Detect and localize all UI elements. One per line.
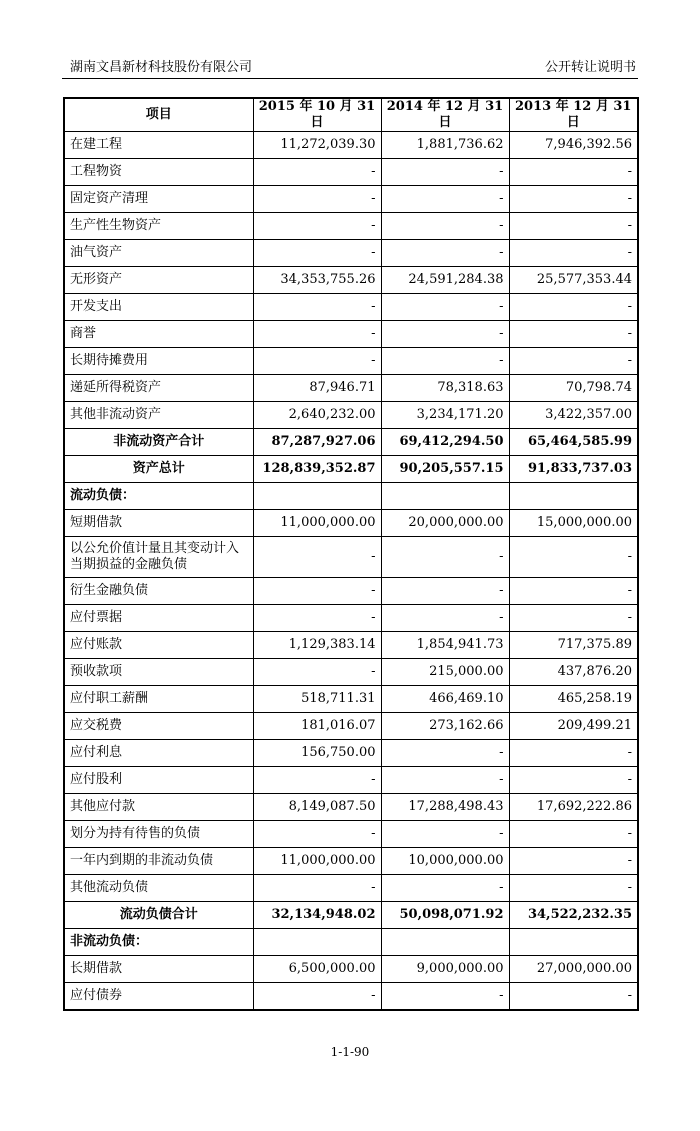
row-value: - xyxy=(381,186,509,213)
row-label: 衍生金融负债 xyxy=(64,578,253,605)
row-value: - xyxy=(253,821,381,848)
row-value: 32,134,948.02 xyxy=(253,902,381,929)
row-label: 预收款项 xyxy=(64,659,253,686)
row-value: 69,412,294.50 xyxy=(381,429,509,456)
row-label: 应付职工薪酬 xyxy=(64,686,253,713)
table-row xyxy=(64,740,638,767)
table-row xyxy=(64,956,638,983)
row-label: 工程物资 xyxy=(64,159,253,186)
table-header-row xyxy=(64,98,638,132)
row-value: - xyxy=(381,605,509,632)
row-value: - xyxy=(509,294,638,321)
table-row xyxy=(64,267,638,294)
table-row xyxy=(64,686,638,713)
row-label: 递延所得税资产 xyxy=(64,375,253,402)
row-value: 17,288,498.43 xyxy=(381,794,509,821)
page-header xyxy=(62,54,638,79)
row-value xyxy=(509,929,638,956)
row-value: - xyxy=(253,659,381,686)
row-value: 466,469.10 xyxy=(381,686,509,713)
row-label: 应付利息 xyxy=(64,740,253,767)
row-value: 209,499.21 xyxy=(509,713,638,740)
row-value: 87,287,927.06 xyxy=(253,429,381,456)
row-value: - xyxy=(253,537,381,578)
row-value: 90,205,557.15 xyxy=(381,456,509,483)
row-label: 无形资产 xyxy=(64,267,253,294)
table-row xyxy=(64,240,638,267)
row-value: - xyxy=(253,605,381,632)
row-value: 65,464,585.99 xyxy=(509,429,638,456)
row-value: - xyxy=(381,821,509,848)
row-value: - xyxy=(509,605,638,632)
row-value: - xyxy=(381,294,509,321)
row-value: - xyxy=(381,578,509,605)
table-row xyxy=(64,375,638,402)
row-value: - xyxy=(509,740,638,767)
row-value xyxy=(381,929,509,956)
row-value: - xyxy=(253,321,381,348)
row-label: 商誉 xyxy=(64,321,253,348)
row-value: - xyxy=(509,875,638,902)
row-label: 划分为持有待售的负债 xyxy=(64,821,253,848)
row-value: 1,881,736.62 xyxy=(381,132,509,159)
row-value: - xyxy=(509,983,638,1011)
header-2013-12-31: 2013 年 12 月 31 日 xyxy=(509,98,638,132)
row-value: 465,258.19 xyxy=(509,686,638,713)
row-label: 以公允价值计量且其变动计入当期损益的金融负债 xyxy=(64,537,253,578)
row-value: - xyxy=(253,294,381,321)
row-label: 油气资产 xyxy=(64,240,253,267)
row-label: 一年内到期的非流动负债 xyxy=(64,848,253,875)
row-value: 9,000,000.00 xyxy=(381,956,509,983)
row-value: - xyxy=(509,348,638,375)
row-label: 短期借款 xyxy=(64,510,253,537)
row-value: 3,422,357.00 xyxy=(509,402,638,429)
table-row xyxy=(64,321,638,348)
row-value: - xyxy=(509,240,638,267)
row-value: 78,318.63 xyxy=(381,375,509,402)
row-label: 应交税费 xyxy=(64,713,253,740)
row-value: - xyxy=(253,767,381,794)
row-label: 其他流动负债 xyxy=(64,875,253,902)
row-value: 11,000,000.00 xyxy=(253,510,381,537)
row-value: 1,854,941.73 xyxy=(381,632,509,659)
row-value: - xyxy=(253,240,381,267)
row-value: 15,000,000.00 xyxy=(509,510,638,537)
table-row xyxy=(64,767,638,794)
table-row xyxy=(64,483,638,510)
row-value: 87,946.71 xyxy=(253,375,381,402)
table-row xyxy=(64,510,638,537)
row-value: 50,098,071.92 xyxy=(381,902,509,929)
row-value: 273,162.66 xyxy=(381,713,509,740)
row-value: - xyxy=(381,348,509,375)
header-item: 项目 xyxy=(64,98,253,132)
row-label: 固定资产清理 xyxy=(64,186,253,213)
row-value: - xyxy=(253,578,381,605)
row-value: - xyxy=(253,348,381,375)
row-label: 其他应付款 xyxy=(64,794,253,821)
row-value: 7,946,392.56 xyxy=(509,132,638,159)
row-value: - xyxy=(381,875,509,902)
row-value: - xyxy=(509,821,638,848)
company-name: 湖南文昌新材科技股份有限公司 xyxy=(70,60,253,75)
table-row xyxy=(64,537,638,578)
row-label: 非流动资产合计 xyxy=(64,429,253,456)
row-value: 3,234,171.20 xyxy=(381,402,509,429)
row-value: 518,711.31 xyxy=(253,686,381,713)
row-value: - xyxy=(253,875,381,902)
row-value: 8,149,087.50 xyxy=(253,794,381,821)
row-label: 其他非流动资产 xyxy=(64,402,253,429)
table-row xyxy=(64,902,638,929)
balance-sheet-table xyxy=(63,97,639,1011)
table-body xyxy=(64,132,638,1011)
row-value: - xyxy=(381,159,509,186)
table-row xyxy=(64,132,638,159)
header-2015-10-31: 2015 年 10 月 31 日 xyxy=(253,98,381,132)
row-value: - xyxy=(509,186,638,213)
row-label: 开发支出 xyxy=(64,294,253,321)
row-value: 27,000,000.00 xyxy=(509,956,638,983)
row-value: 91,833,737.03 xyxy=(509,456,638,483)
row-value: - xyxy=(381,767,509,794)
table-row xyxy=(64,794,638,821)
table-row xyxy=(64,929,638,956)
table-row xyxy=(64,578,638,605)
row-value: 20,000,000.00 xyxy=(381,510,509,537)
table-row xyxy=(64,821,638,848)
row-value: - xyxy=(509,213,638,240)
table-row xyxy=(64,659,638,686)
row-value: - xyxy=(381,983,509,1011)
row-value: 437,876.20 xyxy=(509,659,638,686)
row-value xyxy=(253,929,381,956)
row-value xyxy=(509,483,638,510)
table-row xyxy=(64,348,638,375)
row-value: 24,591,284.38 xyxy=(381,267,509,294)
table-row xyxy=(64,402,638,429)
row-value: 11,000,000.00 xyxy=(253,848,381,875)
row-value: 25,577,353.44 xyxy=(509,267,638,294)
table-row xyxy=(64,875,638,902)
row-value: 34,522,232.35 xyxy=(509,902,638,929)
table-row xyxy=(64,456,638,483)
row-value: 181,016.07 xyxy=(253,713,381,740)
row-value: 156,750.00 xyxy=(253,740,381,767)
row-label: 应付股利 xyxy=(64,767,253,794)
row-value: 2,640,232.00 xyxy=(253,402,381,429)
row-label: 应付债券 xyxy=(64,983,253,1011)
table-row xyxy=(64,605,638,632)
table-row xyxy=(64,983,638,1011)
table-row xyxy=(64,213,638,240)
row-value: 17,692,222.86 xyxy=(509,794,638,821)
row-value: - xyxy=(381,321,509,348)
row-label: 非流动负债： xyxy=(64,929,253,956)
table-row xyxy=(64,159,638,186)
row-value: - xyxy=(381,740,509,767)
page-number: 1-1-90 xyxy=(330,1045,370,1059)
row-value: - xyxy=(381,537,509,578)
row-value xyxy=(253,483,381,510)
row-value: - xyxy=(253,213,381,240)
header-2014-12-31: 2014 年 12 月 31 日 xyxy=(381,98,509,132)
row-value: 1,129,383.14 xyxy=(253,632,381,659)
row-value: - xyxy=(253,186,381,213)
row-value: - xyxy=(509,321,638,348)
row-value: 70,798.74 xyxy=(509,375,638,402)
row-value: - xyxy=(381,213,509,240)
document-title: 公开转让说明书 xyxy=(544,60,636,75)
table-row xyxy=(64,294,638,321)
row-value: - xyxy=(509,578,638,605)
row-value xyxy=(381,483,509,510)
row-value: 6,500,000.00 xyxy=(253,956,381,983)
row-label: 长期待摊费用 xyxy=(64,348,253,375)
row-label: 流动负债： xyxy=(64,483,253,510)
table-row xyxy=(64,632,638,659)
row-value: 128,839,352.87 xyxy=(253,456,381,483)
table-row xyxy=(64,713,638,740)
row-value: - xyxy=(509,848,638,875)
row-value: 215,000.00 xyxy=(381,659,509,686)
row-label: 应付票据 xyxy=(64,605,253,632)
row-value: - xyxy=(509,767,638,794)
table-row xyxy=(64,186,638,213)
row-value: 34,353,755.26 xyxy=(253,267,381,294)
row-value: - xyxy=(253,159,381,186)
row-value: - xyxy=(509,159,638,186)
row-value: - xyxy=(509,537,638,578)
row-value: 11,272,039.30 xyxy=(253,132,381,159)
row-value: 717,375.89 xyxy=(509,632,638,659)
table-row xyxy=(64,429,638,456)
row-label: 在建工程 xyxy=(64,132,253,159)
row-value: - xyxy=(253,983,381,1011)
row-value: 10,000,000.00 xyxy=(381,848,509,875)
table-row xyxy=(64,848,638,875)
row-value: - xyxy=(381,240,509,267)
row-label: 资产总计 xyxy=(64,456,253,483)
row-label: 生产性生物资产 xyxy=(64,213,253,240)
row-label: 流动负债合计 xyxy=(64,902,253,929)
row-label: 长期借款 xyxy=(64,956,253,983)
row-label: 应付账款 xyxy=(64,632,253,659)
